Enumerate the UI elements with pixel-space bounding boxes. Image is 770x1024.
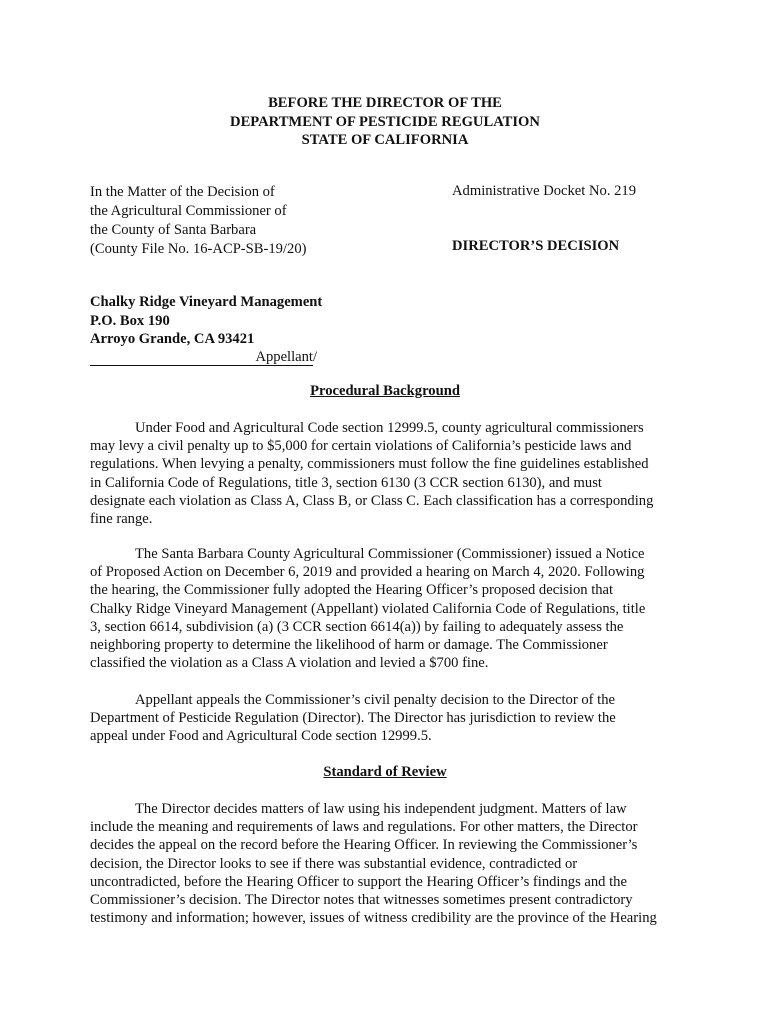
paragraph-line: appeal under Food and Agricultural Code section 12999.5. bbox=[90, 728, 432, 745]
paragraph-line: Commissioner’s decision. The Director notes that witnesses sometimes present contradictory bbox=[90, 892, 633, 909]
paragraph-line: Under Food and Agricultural Code section 12999.5, county agricultural commissioners bbox=[135, 420, 644, 436]
docket-number: Administrative Docket No. 219 bbox=[452, 183, 637, 199]
document-header bbox=[0, 94, 770, 150]
paragraph-line: testimony and information; however, issues of witness credibility are the province of the Hearing bbox=[90, 910, 657, 927]
paragraph-line: fine range. bbox=[90, 511, 153, 528]
section-heading-procedural: Procedural Background bbox=[310, 383, 460, 399]
paragraph-line: neighboring property to determine the likelihood of harm or damage. The Commissioner bbox=[90, 637, 608, 654]
paragraph-line: 3, section 6614, subdivision (a) (3 CCR section 6614(a)) by failing to adequately assess the bbox=[90, 618, 624, 635]
matter-line: In the Matter of the Decision of bbox=[90, 184, 275, 200]
paragraph-4 bbox=[90, 800, 682, 927]
paragraph-line: the hearing, the Commissioner fully adopted the Hearing Officer’s proposed decision that bbox=[90, 582, 614, 599]
section-heading-standard: Standard of Review bbox=[323, 764, 447, 780]
paragraph-line: include the meaning and requirements of laws and regulations. For other matters, the Director bbox=[90, 819, 638, 836]
paragraph-line: regulations. When levying a penalty, commissioners must follow the fine guidelines established bbox=[90, 456, 649, 473]
decision-title: DIRECTOR’S DECISION bbox=[452, 238, 620, 254]
paragraph-3 bbox=[90, 691, 682, 746]
matter-line: (County File No. 16-ACP-SB-19/20) bbox=[90, 241, 307, 257]
appellant-role-label: Appellant bbox=[90, 349, 313, 366]
appellant-role-line bbox=[90, 349, 317, 366]
paragraph-line: classified the violation as a Class A violation and levied a $700 fine. bbox=[90, 655, 489, 672]
paragraph-line: decides the appeal on the record before the Hearing Officer. In reviewing the Commissioner’s bbox=[90, 837, 638, 854]
header-line-2: DEPARTMENT OF PESTICIDE REGULATION bbox=[230, 113, 540, 130]
matter-line: the County of Santa Barbara bbox=[90, 222, 257, 238]
paragraph-line: The Director decides matters of law using his independent judgment. Matters of law bbox=[135, 801, 627, 817]
appellant-party-block bbox=[90, 293, 322, 349]
matter-line: the Agricultural Commissioner of bbox=[90, 203, 287, 219]
paragraph-line: Department of Pesticide Regulation (Director). The Director has jurisdiction to review the bbox=[90, 710, 616, 727]
header-line-3: STATE OF CALIFORNIA bbox=[301, 132, 469, 148]
party-name: Chalky Ridge Vineyard Management bbox=[90, 294, 323, 310]
paragraph-line: Appellant appeals the Commissioner’s civil penalty decision to the Director of the bbox=[135, 692, 615, 708]
paragraph-line: decision, the Director looks to see if there was substantial evidence, contradicted or bbox=[90, 855, 578, 872]
paragraph-line: of Proposed Action on December 6, 2019 and provided a hearing on March 4, 2020. Following bbox=[90, 564, 645, 581]
paragraph-1 bbox=[90, 419, 682, 528]
party-address-line-1: P.O. Box 190 bbox=[90, 312, 170, 329]
paragraph-line: may levy a civil penalty up to $5,000 for certain violations of California’s pesticide laws and bbox=[90, 438, 632, 455]
paragraph-2 bbox=[90, 545, 682, 672]
paragraph-line: uncontradicted, before the Hearing Officer to support the Hearing Officer’s findings and the bbox=[90, 873, 627, 890]
party-address-line-2: Arroyo Grande, CA 93421 bbox=[90, 331, 255, 347]
header-line-1: BEFORE THE DIRECTOR OF THE bbox=[268, 95, 502, 111]
paragraph-line: designate each violation as Class A, Class B, or Class C. Each classification has a corresponding bbox=[90, 492, 654, 509]
paragraph-line: The Santa Barbara County Agricultural Commissioner (Commissioner) issued a Notice bbox=[135, 546, 645, 562]
paragraph-line: Chalky Ridge Vineyard Management (Appellant) violated California Code of Regulations, title bbox=[90, 600, 646, 617]
paragraph-line: in California Code of Regulations, title 3, section 6130 (3 CCR section 6130), and must bbox=[90, 474, 602, 491]
case-caption-matter bbox=[90, 183, 306, 259]
caption-slash: / bbox=[313, 349, 318, 365]
